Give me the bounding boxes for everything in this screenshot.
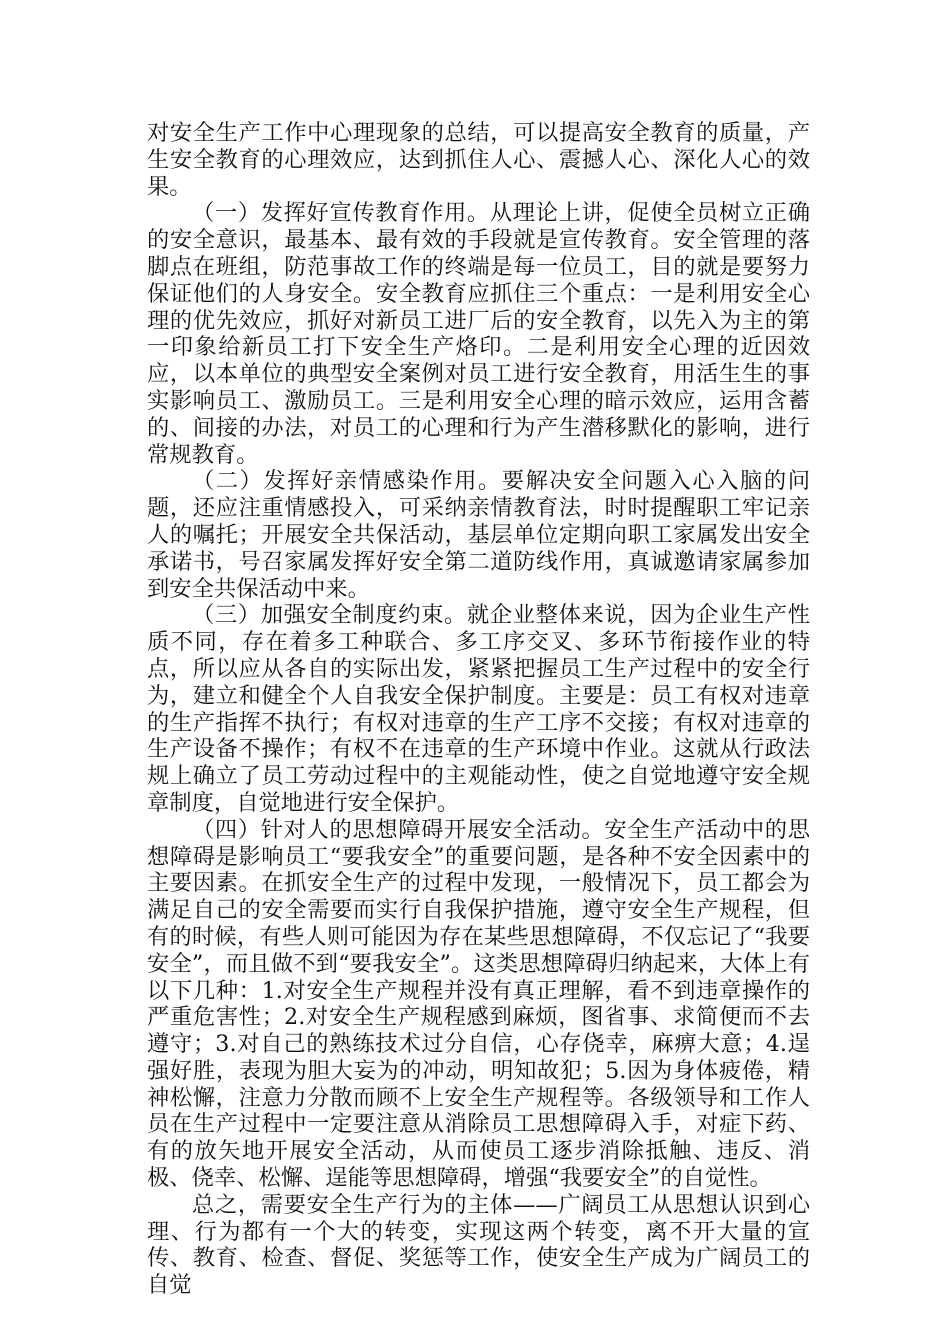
document-page: [147, 120, 810, 1299]
paragraph-intro-continuation: 对安全生产工作中心理现象的总结，可以提高安全教育的质量，产生安全教育的心理效应，达到抓住人心、震撼人心、深化人心的效果。: [147, 120, 810, 200]
paragraph-section-1-publicity-education: （一）发挥好宣传教育作用。从理论上讲，促使全员树立正确的安全意识，最基本、最有效的手段就是宣传教育。安全管理的落脚点在班组，防范事故工作的终端是每一位员工，目的就是要努力保证他们的人身安全。安全教育应抓住三个重点：一是利用安全心理的优先效应，抓好对新员工进厂后的安全教育，以先入为主的第一印象给新员工打下安全生产烙印。二是利用安全心理的近因效应，以本单位的典型安全案例对员工进行安全教育，用活生生的事实影响员工、激励员工。三是利用安全心理的暗示效应，运用含蓄的、间接的办法，对员工的心理和行为产生潜移默化的影响，进行常规教育。: [147, 200, 810, 468]
paragraph-section-2-family-influence: （二）发挥好亲情感染作用。要解决安全问题入心入脑的问题，还应注重情感投入，可采纳亲情教育法，时时提醒职工牢记亲人的嘱托；开展安全共保活动，基层单位定期向职工家属发出安全承诺书，号召家属发挥好安全第二道防线作用，真诚邀请家属参加到安全共保活动中来。: [147, 468, 810, 602]
paragraph-section-3-safety-rules: （三）加强安全制度约束。就企业整体来说，因为企业生产性质不同，存在着多工种联合、多工序交叉、多环节衔接作业的特点，所以应从各自的实际出发，紧紧把握员工生产过程中的安全行为，建立和健全个人自我安全保护制度。主要是：员工有权对违章的生产指挥不执行；有权对违章的生产工序不交接；有权对违章的生产设备不操作；有权不在违章的生产环境中作业。这就从行政法规上确立了员工劳动过程中的主观能动性，使之自觉地遵守安全规章制度，自觉地进行安全保护。: [147, 602, 810, 816]
paragraph-section-4-mental-barriers: （四）针对人的思想障碍开展安全活动。安全生产活动中的思想障碍是影响员工“要我安全”的重要问题，是各种不安全因素中的主要因素。在抓安全生产的过程中发现，一般情况下，员工都会为满足自己的安全需要而实行自我保护措施，遵守安全生产规程，但有的时候，有些人则可能因为存在某些思想障碍，不仅忘记了“我要安全”，而且做不到“要我安全”。这类思想障碍归纳起来，大体上有以下几种：1.对安全生产规程并没有真正理解，看不到违章操作的严重危害性；2.对安全生产规程感到麻烦，图省事、求简便而不去遵守；3.对自己的熟练技术过分自信，心存侥幸，麻痹大意；4.逞强好胜，表现为胆大妄为的冲动，明知故犯；5.因为身体疲倦，精神松懈，注意力分散而顾不上安全生产规程等。各级领导和工作人员在生产过程中一定要注意从消除员工思想障碍入手，对症下药、有的放矢地开展安全活动，从而使员工逐步消除抵触、违反、消极、侥幸、松懈、逞能等思想障碍，增强“我要安全”的自觉性。: [147, 816, 810, 1192]
paragraph-conclusion: 总之，需要安全生产行为的主体——广阔员工从思想认识到心理、行为都有一个大的转变，实现这两个转变，离不开大量的宣传、教育、检查、督促、奖惩等工作，使安全生产成为广阔员工的自觉: [147, 1191, 810, 1299]
